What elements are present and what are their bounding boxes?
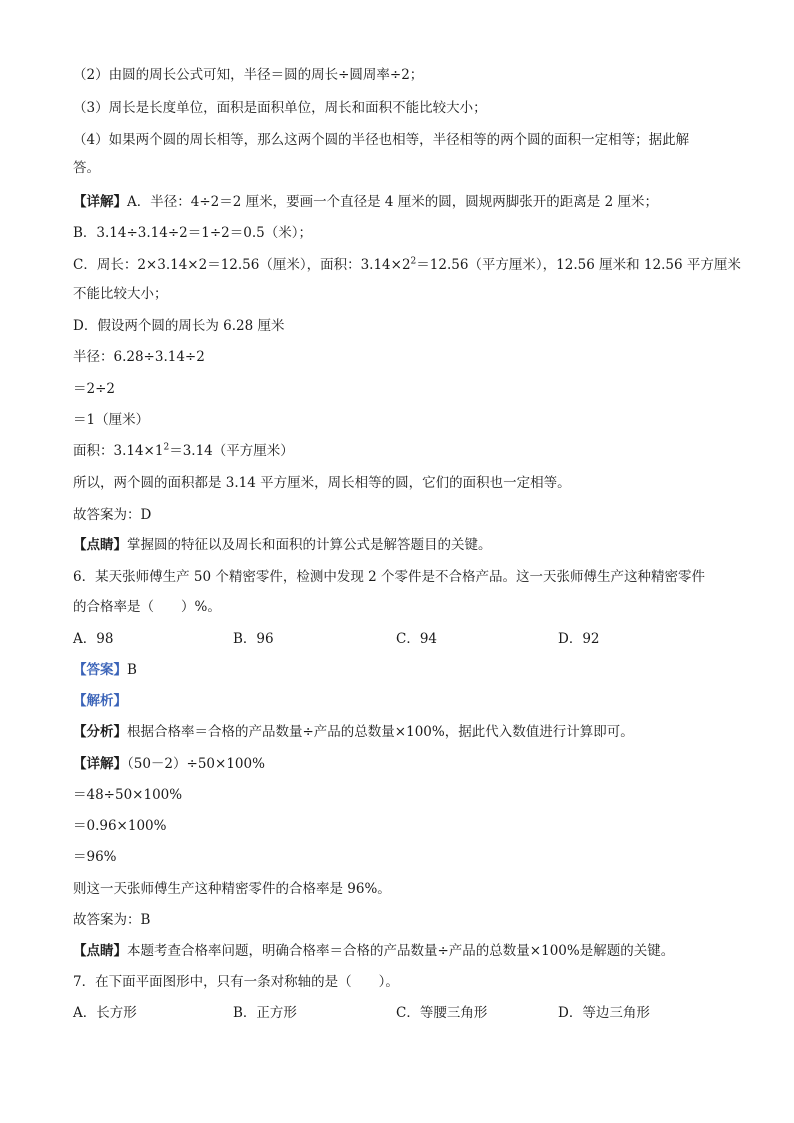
section-tag-detail: 【详解】 [73,756,127,772]
text-line: 故答案为：D [73,507,152,523]
question-6-stem: 的合格率是（ ）%。 [73,599,221,615]
text-line: ＝2÷2 [73,381,115,397]
xiangjie-line [73,755,733,773]
text-line: ＝48÷50×100% [73,787,183,803]
fenxi-text: 根据合格率＝合格的产品数量÷产品的总数量×100%，据此代入数值进行计算即可。 [127,724,634,740]
superscript: 2 [410,256,417,267]
text-line [73,442,733,460]
text-line: ＝96% [73,849,117,865]
dianjing-line [73,536,733,554]
section-tag-jiexi: 【解析】 [73,693,127,709]
section-tag-answer: 【答案】 [73,662,127,678]
detail-text: A．半径：4÷2＝2 厘米，要画一个直径是 4 厘米的圆，圆规两脚张开的距离是 2 厘米； [127,194,658,210]
fenxi-line [73,723,733,741]
q7-option-b: B．正方形 [233,1005,297,1021]
xiangjie-text: （50－2）÷50×100% [127,756,265,772]
q6-option-c: C．94 [396,631,438,647]
q7-option-d: D．等边三角形 [558,1005,650,1021]
section-tag-dianjing: 【点睛】 [73,943,127,959]
question-6-stem: 6．某天张师傅生产 50 个精密零件，检测中发现 2 个零件是不合格产品。这一天张师傅生产这种精密零件 [73,569,706,585]
text-line: D．假设两个圆的周长为 6.28 厘米 [73,318,285,334]
text-line: （2）由圆的周长公式可知，半径＝圆的周长÷圆周率÷2； [73,67,424,83]
q6-option-b: B．96 [233,631,274,647]
q6-option-a: A．98 [73,631,114,647]
text-line: 答。 [73,160,100,176]
text-line: ＝1（厘米） [73,412,150,428]
dianjing-text: 本题考查合格率问题，明确合格率＝合格的产品数量÷产品的总数量×100%是解题的关键。 [127,943,675,959]
dianjing-line [73,942,733,960]
q7-option-c: C．等腰三角形 [396,1005,488,1021]
superscript: 2 [163,442,170,453]
q6-option-d: D．92 [558,631,600,647]
text-line: 故答案为：B [73,912,151,928]
text-line: 则这一天张师傅生产这种精密零件的合格率是 96%。 [73,881,391,897]
text-line: （4）如果两个圆的周长相等，那么这两个圆的半径也相等，半径相等的两个圆的面积一定相等；据此解 [73,132,690,148]
text-fragment: ＝12.56（平方厘米），12.56 厘米和 12.56 平方厘米 [416,257,741,273]
dianjing-text: 掌握圆的特征以及周长和面积的计算公式是解答题目的关键。 [127,537,492,553]
text-line: ＝0.96×100% [73,818,167,834]
jiexi-line [73,692,733,710]
question-7-stem: 7．在下面平面图形中，只有一条对称轴的是（ ）。 [73,974,399,990]
text-line: 半径：6.28÷3.14÷2 [73,349,205,365]
text-line [73,256,741,274]
q7-option-a: A．长方形 [73,1005,137,1021]
text-line: （3）周长是长度单位，面积是面积单位，周长和面积不能比较大小； [73,100,487,116]
answer-value: B [127,662,137,678]
detail-line [73,193,733,211]
text-fragment: C．周长：2×3.14×2＝12.56（厘米），面积：3.14×2 [73,257,411,273]
text-line: 所以，两个圆的面积都是 3.14 平方厘米，周长相等的圆，它们的面积也一定相等。 [73,475,571,491]
section-tag-detail: 【详解】 [73,194,127,210]
answer-line [73,661,733,679]
section-tag-dianjing: 【点睛】 [73,537,127,553]
section-tag-fenxi: 【分析】 [73,724,127,740]
text-line: B．3.14÷3.14÷2＝1÷2＝0.5（米）； [73,225,312,241]
text-fragment: 面积：3.14×1 [73,443,164,459]
text-line: 不能比较大小； [73,286,168,302]
text-fragment: ＝3.14（平方厘米） [169,443,294,459]
